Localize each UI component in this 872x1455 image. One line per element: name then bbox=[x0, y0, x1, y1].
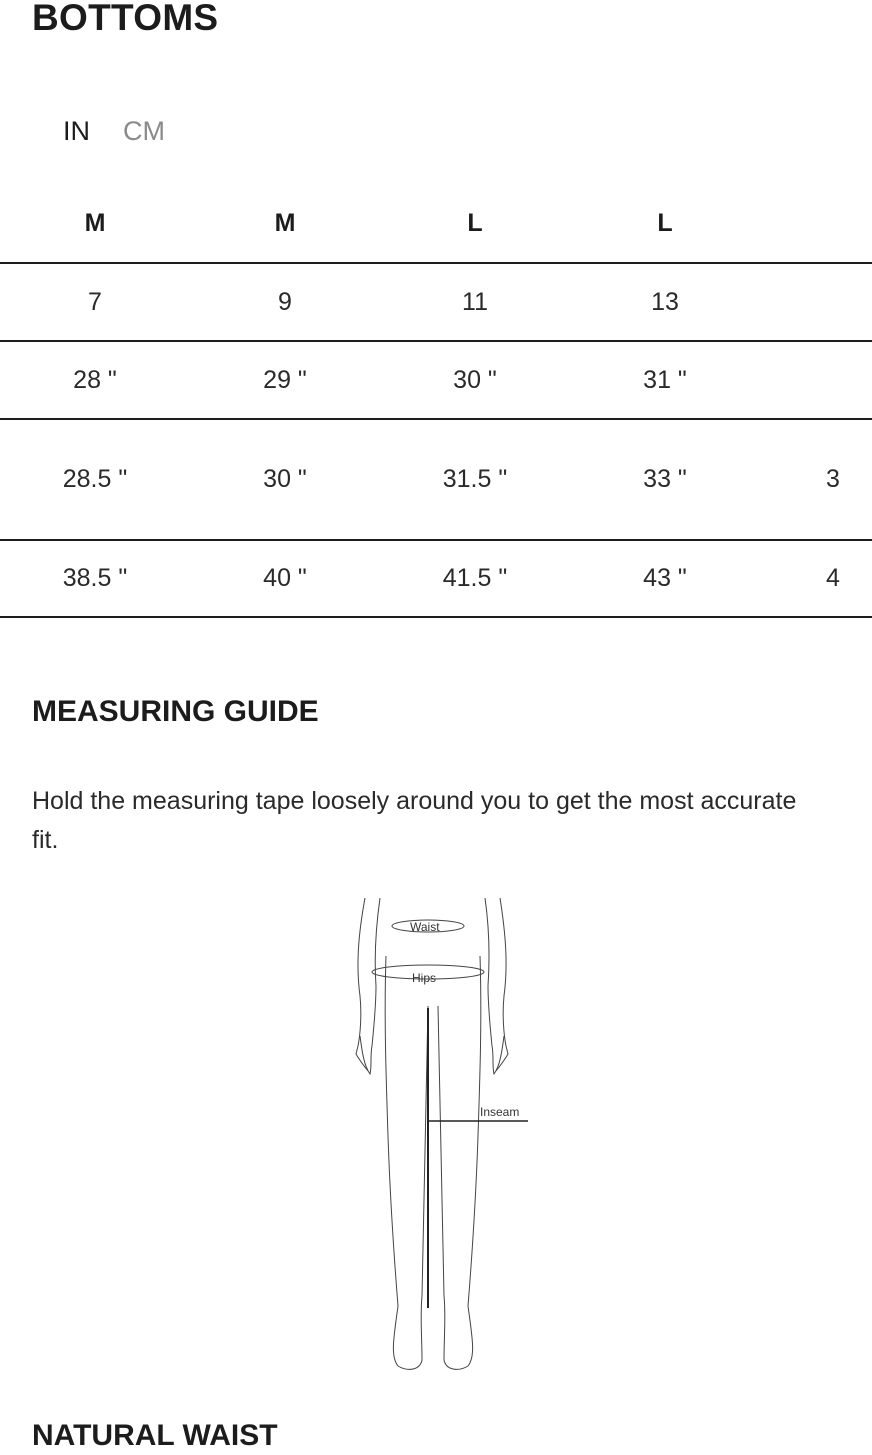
size-letter-cell: L bbox=[467, 208, 483, 237]
inseam-label: Inseam bbox=[480, 1105, 520, 1119]
measuring-guide-title: MEASURING GUIDE bbox=[32, 695, 319, 728]
table-cell: 29 " bbox=[190, 341, 380, 419]
table-cell: 28 " bbox=[0, 341, 190, 419]
table-cell: 40 " bbox=[190, 540, 380, 617]
table-cell bbox=[760, 263, 872, 341]
measurement-figure-illustration bbox=[340, 896, 540, 1376]
unit-toggle bbox=[63, 114, 165, 148]
table-cell: 30 " bbox=[380, 341, 570, 419]
measuring-guide-description: Hold the measuring tape loosely around you to get the most accurate fit. bbox=[32, 787, 797, 854]
size-header-row bbox=[0, 184, 872, 263]
unit-cm-button[interactable]: CM bbox=[123, 116, 165, 146]
table-cell: 3 bbox=[760, 419, 872, 540]
size-chart-table bbox=[0, 184, 872, 618]
size-letter-cell bbox=[760, 184, 872, 263]
table-cell: 28.5 " bbox=[0, 419, 190, 540]
hips-label: Hips bbox=[412, 971, 437, 985]
table-cell: 9 bbox=[190, 263, 380, 341]
table-cell: 41.5 " bbox=[380, 540, 570, 617]
table-cell: 33 " bbox=[570, 419, 760, 540]
table-cell bbox=[760, 341, 872, 419]
natural-waist-title: NATURAL WAIST bbox=[32, 1419, 278, 1452]
size-letter-cell: M bbox=[274, 208, 296, 237]
page-title: BOTTOMS bbox=[32, 0, 219, 38]
table-row bbox=[0, 419, 872, 540]
table-row bbox=[0, 341, 872, 419]
table-row bbox=[0, 540, 872, 617]
table-cell: 31.5 " bbox=[380, 419, 570, 540]
size-letter-cell: L bbox=[657, 208, 673, 237]
table-cell: 4 bbox=[760, 540, 872, 617]
unit-in-button[interactable]: IN bbox=[63, 116, 90, 146]
table-cell: 11 bbox=[380, 263, 570, 341]
table-cell: 13 bbox=[570, 263, 760, 341]
table-row bbox=[0, 263, 872, 341]
size-letter-cell: M bbox=[84, 208, 106, 237]
table-cell: 31 " bbox=[570, 341, 760, 419]
table-cell: 7 bbox=[0, 263, 190, 341]
waist-label: Waist bbox=[410, 920, 440, 934]
table-cell: 38.5 " bbox=[0, 540, 190, 617]
table-cell: 30 " bbox=[190, 419, 380, 540]
table-cell: 43 " bbox=[570, 540, 760, 617]
